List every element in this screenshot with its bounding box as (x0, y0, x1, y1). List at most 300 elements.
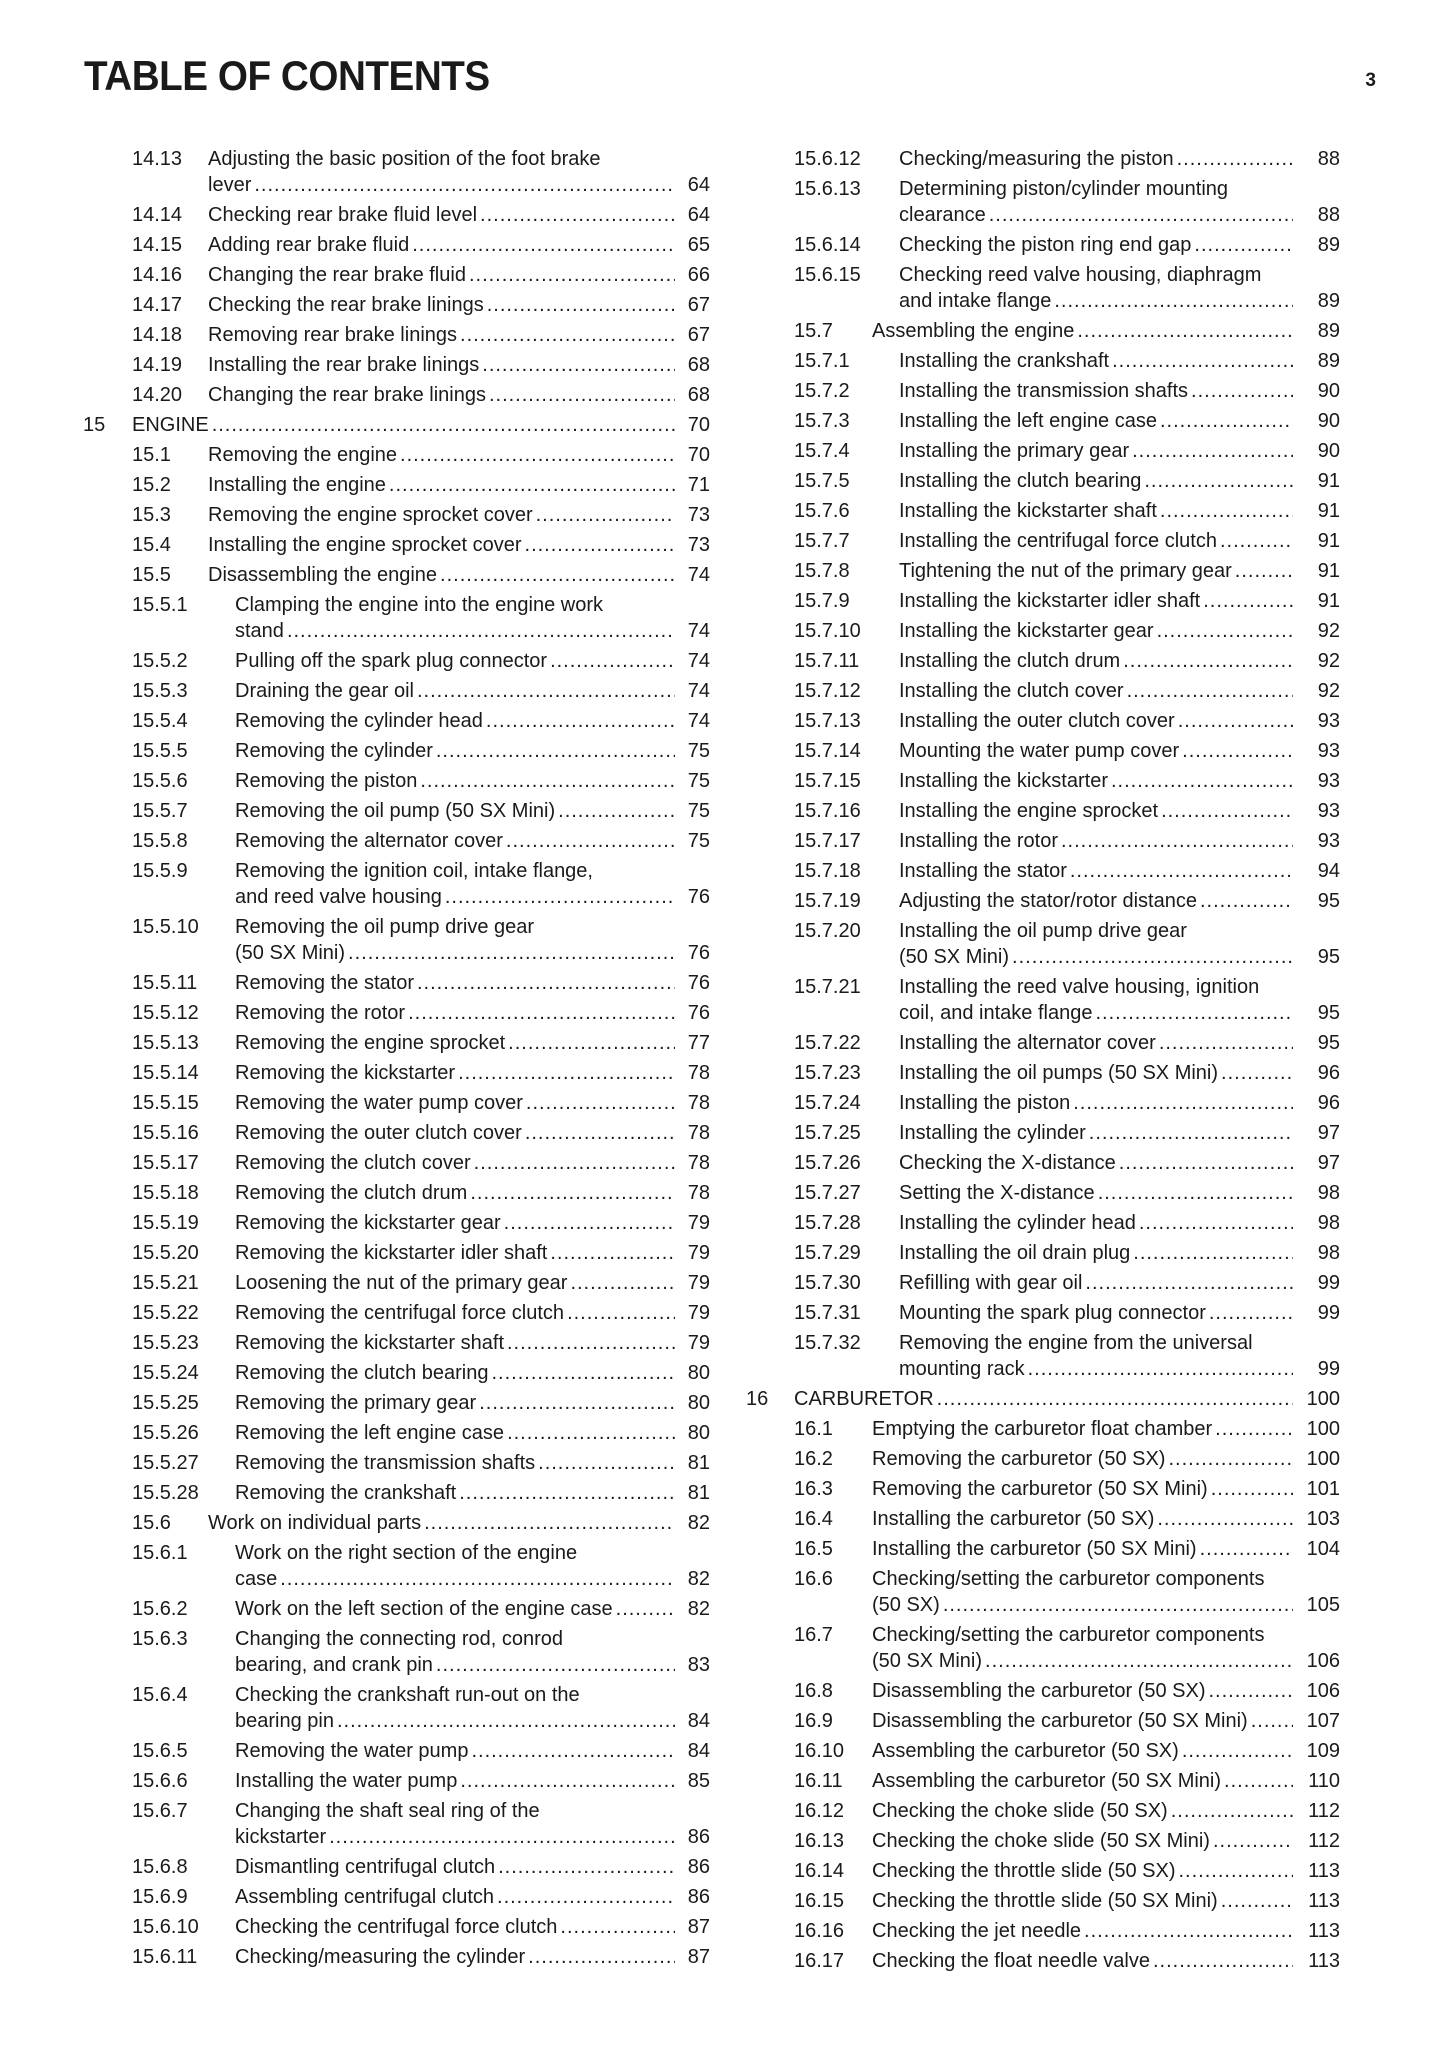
toc-entry-title: Installing the cylinder (899, 1122, 1086, 1144)
dot-leader (1012, 944, 1293, 970)
toc-entry[interactable] (83, 1798, 710, 1854)
toc-entry-page: 98 (1317, 1182, 1340, 1204)
toc-entry[interactable] (746, 438, 1340, 468)
toc-entry[interactable] (746, 1180, 1340, 1210)
dot-leader (487, 292, 675, 318)
toc-entry[interactable] (746, 1476, 1340, 1506)
toc-entry-title: Removing the clutch cover (235, 1152, 471, 1174)
toc-entry[interactable] (746, 1240, 1340, 1270)
dot-leader (1208, 1678, 1293, 1704)
toc-entry-title: Removing the kickstarter (235, 1062, 456, 1084)
toc-entry[interactable] (746, 1768, 1340, 1798)
dot-leader (1221, 1060, 1293, 1086)
toc-entry-page: 86 (687, 1826, 710, 1848)
toc-entry-page: 86 (687, 1886, 710, 1908)
toc-entry[interactable] (83, 1000, 710, 1030)
dot-leader (1119, 1150, 1293, 1176)
toc-entry-title: Checking the crankshaft run-out on the (235, 1684, 580, 1706)
toc-entry-title: Removing the clutch bearing (235, 1362, 489, 1384)
toc-entry-title: Setting the X-distance (899, 1182, 1095, 1204)
toc-entry-number: 14.17 (132, 294, 183, 316)
toc-entry-number: 15.7.19 (794, 890, 861, 912)
toc-entry[interactable] (746, 1330, 1340, 1386)
dot-leader (489, 382, 675, 408)
toc-entry[interactable] (83, 970, 710, 1000)
dot-leader (424, 1510, 675, 1536)
dot-leader (1191, 378, 1293, 404)
dot-leader (1221, 1888, 1293, 1914)
dot-leader (1077, 318, 1293, 344)
toc-entry[interactable] (83, 1510, 710, 1540)
toc-entry-title: Checking the X-distance (899, 1152, 1116, 1174)
toc-entry[interactable] (746, 1300, 1340, 1330)
toc-entry-page: 79 (687, 1242, 710, 1264)
toc-entry[interactable] (746, 1622, 1340, 1678)
toc-entry-title: Installing the kickstarter shaft (899, 500, 1157, 522)
toc-column-right (746, 146, 1340, 1978)
toc-entry[interactable] (746, 348, 1340, 378)
toc-entry-page: 74 (687, 680, 710, 702)
toc-entry-number: 15.7.12 (794, 680, 861, 702)
toc-entry[interactable] (83, 1480, 710, 1510)
toc-entry-title: bearing, and crank pin (235, 1654, 433, 1676)
toc-entry-number: 16.2 (794, 1448, 833, 1470)
toc-entry-title: stand (235, 620, 284, 642)
dot-leader (1144, 468, 1293, 494)
toc-entry[interactable] (746, 1918, 1340, 1948)
toc-entry[interactable] (746, 1888, 1340, 1918)
toc-entry-number: 15.5.7 (132, 800, 188, 822)
toc-entry-title: Installing the engine sprocket cover (208, 534, 522, 556)
toc-entry-title: Removing the kickstarter gear (235, 1212, 501, 1234)
toc-entry[interactable] (746, 1210, 1340, 1240)
toc-entry[interactable] (83, 382, 710, 412)
toc-entry[interactable] (746, 1386, 1340, 1416)
toc-entry[interactable] (746, 498, 1340, 528)
toc-entry-number: 15.7.31 (794, 1302, 861, 1324)
toc-entry-title: Assembling the carburetor (50 SX Mini) (872, 1770, 1222, 1792)
toc-entry-number: 15.5 (132, 564, 171, 586)
toc-entry-title: Checking the rear brake linings (208, 294, 484, 316)
toc-entry-number: 15.7.2 (794, 380, 850, 402)
toc-entry-number: 14.16 (132, 264, 183, 286)
toc-entry[interactable] (746, 888, 1340, 918)
toc-entry-title: Mounting the water pump cover (899, 740, 1180, 762)
toc-entry-number: 15.5.2 (132, 650, 188, 672)
toc-entry[interactable] (746, 678, 1340, 708)
toc-entry[interactable] (83, 738, 710, 768)
toc-entry[interactable] (83, 592, 710, 648)
toc-entry-number: 15.3 (132, 504, 171, 526)
toc-entry[interactable] (83, 1944, 710, 1974)
toc-entry[interactable] (83, 1854, 710, 1884)
toc-entry[interactable] (83, 472, 710, 502)
toc-entry-number: 15.7.5 (794, 470, 850, 492)
toc-entry-page: 74 (687, 564, 710, 586)
toc-entry-page: 83 (687, 1654, 710, 1676)
dot-leader (550, 1240, 675, 1266)
toc-entry[interactable] (83, 1420, 710, 1450)
toc-entry[interactable] (746, 558, 1340, 588)
toc-entry[interactable] (746, 1150, 1340, 1180)
toc-entry-number: 15.5.5 (132, 740, 188, 762)
toc-entry[interactable] (83, 1060, 710, 1090)
toc-entry[interactable] (746, 1506, 1340, 1536)
toc-entry-title: Assembling centrifugal clutch (235, 1886, 495, 1908)
dot-leader (1054, 288, 1293, 314)
toc-entry[interactable] (746, 378, 1340, 408)
toc-entry-number: 15.7.14 (794, 740, 861, 762)
toc-entry[interactable] (746, 1828, 1340, 1858)
toc-entry-title: Dismantling centrifugal clutch (235, 1856, 496, 1878)
toc-entry-page: 90 (1317, 380, 1340, 402)
toc-entry-title: Removing the carburetor (50 SX Mini) (872, 1478, 1208, 1500)
toc-entry[interactable] (746, 798, 1340, 828)
toc-entry-number: 15.6.3 (132, 1628, 188, 1650)
dot-leader (1153, 1948, 1293, 1974)
toc-entry[interactable] (83, 1300, 710, 1330)
toc-entry[interactable] (746, 146, 1340, 176)
toc-entry[interactable] (83, 1330, 710, 1360)
toc-entry-page: 73 (687, 534, 710, 556)
toc-entry[interactable] (746, 1060, 1340, 1090)
toc-entry[interactable] (746, 1798, 1340, 1828)
toc-entry[interactable] (746, 1948, 1340, 1978)
toc-entry-title: Refilling with gear oil (899, 1272, 1083, 1294)
toc-entry[interactable] (83, 1450, 710, 1480)
toc-entry[interactable] (83, 412, 710, 442)
dot-leader (1084, 1918, 1293, 1944)
dot-leader (1127, 678, 1293, 704)
dot-leader (469, 262, 675, 288)
toc-entry-number: 15.5.6 (132, 770, 188, 792)
toc-entry[interactable] (746, 1270, 1340, 1300)
toc-entry-page: 94 (1317, 860, 1340, 882)
toc-entry-title: Checking reed valve housing, diaphragm (899, 264, 1262, 286)
toc-entry-number: 16.10 (794, 1740, 845, 1762)
toc-entry-title: Removing the centrifugal force clutch (235, 1302, 565, 1324)
toc-entry-page: 100 (1306, 1418, 1340, 1440)
toc-entry[interactable] (83, 1150, 710, 1180)
toc-entry-page: 87 (687, 1946, 710, 1968)
toc-entry[interactable] (746, 828, 1340, 858)
toc-entry[interactable] (83, 1914, 710, 1944)
toc-entry-page: 93 (1317, 710, 1340, 732)
toc-entry-number: 15.2 (132, 474, 171, 496)
toc-entry-title: Checking the float needle valve (872, 1950, 1150, 1972)
toc-entry-title: Work on individual parts (208, 1512, 422, 1534)
toc-entry[interactable] (83, 292, 710, 322)
toc-entry-number: 16.3 (794, 1478, 833, 1500)
toc-entry-page: 68 (687, 384, 710, 406)
toc-entry-title: Removing the carburetor (50 SX) (872, 1448, 1166, 1470)
toc-entry[interactable] (746, 318, 1340, 348)
toc-entry[interactable] (746, 1416, 1340, 1446)
toc-entry[interactable] (746, 232, 1340, 262)
toc-entry-number: 15.5.15 (132, 1092, 199, 1114)
toc-entry-title: Adjusting the stator/rotor distance (899, 890, 1197, 912)
toc-entry[interactable] (746, 1566, 1340, 1622)
dot-leader (507, 1330, 675, 1356)
toc-entry-page: 80 (687, 1362, 710, 1384)
toc-entry[interactable] (83, 352, 710, 382)
toc-entry-title: Installing the carburetor (50 SX Mini) (872, 1538, 1197, 1560)
toc-entry[interactable] (746, 1030, 1340, 1060)
toc-entry-page: 82 (687, 1512, 710, 1534)
toc-entry-title: CARBURETOR (794, 1388, 934, 1410)
toc-entry[interactable] (83, 768, 710, 798)
toc-entry-title: Installing the transmission shafts (899, 380, 1189, 402)
dot-leader (280, 1566, 675, 1592)
toc-entry[interactable] (83, 1390, 710, 1420)
dot-leader (943, 1592, 1293, 1618)
toc-entry-title: Disassembling the carburetor (50 SX Mini) (872, 1710, 1248, 1732)
dot-leader (348, 940, 675, 966)
dot-leader (498, 1854, 675, 1880)
toc-entry[interactable] (83, 1682, 710, 1738)
toc-entry[interactable] (83, 562, 710, 592)
toc-entry-title: Removing the engine from the universal (899, 1332, 1253, 1354)
toc-entry[interactable] (746, 768, 1340, 798)
toc-entry-title: Installing the kickstarter gear (899, 620, 1154, 642)
toc-entry[interactable] (746, 974, 1340, 1030)
toc-entry-page: 91 (1317, 470, 1340, 492)
toc-entry-page: 90 (1317, 410, 1340, 432)
toc-entry[interactable] (746, 1090, 1340, 1120)
toc-entry[interactable] (83, 1360, 710, 1390)
toc-entry-title: Installing the alternator cover (899, 1032, 1156, 1054)
toc-entry-page: 86 (687, 1856, 710, 1878)
toc-entry-page: 113 (1308, 1890, 1340, 1912)
toc-entry-title: Installing the primary gear (899, 440, 1130, 462)
toc-entry-title: Checking/setting the carburetor components (872, 1568, 1265, 1590)
toc-entry[interactable] (746, 708, 1340, 738)
toc-entry[interactable] (83, 1884, 710, 1914)
toc-entry[interactable] (83, 1540, 710, 1596)
toc-entry-number: 15.7.29 (794, 1242, 861, 1264)
dot-leader (1182, 1738, 1293, 1764)
dot-leader (937, 1386, 1293, 1412)
toc-entry-page: 113 (1308, 1860, 1340, 1882)
toc-entry[interactable] (746, 588, 1340, 618)
toc-entry-page: 101 (1306, 1478, 1340, 1500)
dot-leader (412, 232, 675, 258)
dot-leader (1123, 648, 1293, 674)
dot-leader (1112, 348, 1293, 374)
toc-entry-number: 15.5.19 (132, 1212, 199, 1234)
toc-entry-title: Installing the clutch cover (899, 680, 1124, 702)
toc-entry-page: 74 (687, 650, 710, 672)
toc-entry[interactable] (83, 1596, 710, 1626)
toc-entry-page: 90 (1317, 440, 1340, 462)
toc-entry[interactable] (746, 918, 1340, 974)
toc-entry-title: Installing the cylinder head (899, 1212, 1136, 1234)
toc-entry-page: 68 (687, 354, 710, 376)
toc-entry-page: 107 (1306, 1710, 1340, 1732)
toc-entry-page: 79 (687, 1332, 710, 1354)
toc-entry[interactable] (83, 202, 710, 232)
toc-entry-number: 15.5.22 (132, 1302, 199, 1324)
toc-entry[interactable] (83, 1240, 710, 1270)
toc-entry[interactable] (746, 1858, 1340, 1888)
toc-entry-page: 78 (687, 1062, 710, 1084)
dot-leader (1159, 1030, 1293, 1056)
dot-leader (989, 202, 1293, 228)
toc-entry[interactable] (746, 1120, 1340, 1150)
toc-entry-number: 15.6.8 (132, 1856, 188, 1878)
toc-entry-number: 15.5.3 (132, 680, 188, 702)
dot-leader (1085, 1270, 1293, 1296)
toc-entry-title: Checking/measuring the cylinder (235, 1946, 526, 1968)
dot-leader (1061, 828, 1293, 854)
toc-entry[interactable] (746, 176, 1340, 232)
toc-entry-page: 88 (1317, 204, 1340, 226)
toc-entry-page: 104 (1306, 1538, 1340, 1560)
toc-entry-number: 15.6.10 (132, 1916, 199, 1938)
toc-entry[interactable] (83, 798, 710, 828)
toc-entry-number: 15.7.6 (794, 500, 850, 522)
toc-entry[interactable] (746, 858, 1340, 888)
toc-entry[interactable] (83, 1090, 710, 1120)
toc-entry[interactable] (83, 1030, 710, 1060)
dot-leader (538, 1450, 675, 1476)
toc-entry[interactable] (83, 648, 710, 678)
toc-entry[interactable] (746, 738, 1340, 768)
toc-entry-number: 15.5.17 (132, 1152, 199, 1174)
toc-entry-title: bearing pin (235, 1710, 334, 1732)
toc-entry-title: Removing the oil pump drive gear (235, 916, 535, 938)
toc-entry-page: 106 (1306, 1680, 1340, 1702)
toc-entry-number: 15.7.1 (794, 350, 850, 372)
toc-entry-page: 66 (687, 264, 710, 286)
toc-entry-page: 112 (1308, 1800, 1340, 1822)
toc-entry-page: 97 (1317, 1122, 1340, 1144)
toc-entry[interactable] (83, 914, 710, 970)
toc-entry[interactable] (746, 1446, 1340, 1476)
dot-leader (287, 618, 675, 644)
toc-entry[interactable] (83, 1738, 710, 1768)
toc-entry-number: 15.7.8 (794, 560, 850, 582)
toc-entry-title: Installing the stator (899, 860, 1067, 882)
toc-entry-page: 80 (687, 1422, 710, 1444)
toc-entry[interactable] (83, 1768, 710, 1798)
toc-entry-title: Checking/measuring the piston (899, 148, 1174, 170)
toc-entry-number: 14.14 (132, 204, 183, 226)
toc-entry-number: 15.7.21 (794, 976, 861, 998)
toc-entry-title: Removing the oil pump (50 SX Mini) (235, 800, 556, 822)
toc-entry[interactable] (83, 442, 710, 472)
toc-entry-page: 89 (1317, 234, 1340, 256)
toc-entry-number: 15.7.25 (794, 1122, 861, 1144)
toc-entry-number: 15.6.2 (132, 1598, 188, 1620)
toc-entry-number: 16.17 (794, 1950, 845, 1972)
toc-entry-title: Installing the kickstarter idler shaft (899, 590, 1201, 612)
toc-entry-number: 15.5.11 (132, 972, 198, 994)
dot-leader (528, 1944, 675, 1970)
dot-leader (558, 798, 675, 824)
toc-entry[interactable] (83, 708, 710, 738)
toc-entry[interactable] (83, 1626, 710, 1682)
dot-leader (1203, 588, 1293, 614)
toc-entry-title: ENGINE (132, 414, 209, 436)
toc-entry[interactable] (746, 648, 1340, 678)
toc-entry-title: Removing the engine sprocket cover (208, 504, 533, 526)
toc-entry-page: 74 (687, 620, 710, 642)
toc-entry-number: 16.11 (794, 1770, 843, 1792)
toc-entry[interactable] (83, 828, 710, 858)
dot-leader (212, 412, 675, 438)
dot-leader (536, 502, 675, 528)
toc-entry-title: coil, and intake flange (899, 1002, 1093, 1024)
toc-entry-page: 71 (687, 474, 710, 496)
dot-leader (1028, 1356, 1293, 1382)
toc-entry-page: 84 (687, 1740, 710, 1762)
dot-leader (570, 1270, 675, 1296)
toc-entry-number: 15.5.20 (132, 1242, 199, 1264)
toc-entry[interactable] (746, 1678, 1340, 1708)
toc-entry-number: 14.18 (132, 324, 183, 346)
toc-entry[interactable] (83, 262, 710, 292)
toc-entry[interactable] (83, 322, 710, 352)
toc-entry[interactable] (746, 528, 1340, 558)
toc-entry[interactable] (83, 858, 710, 914)
toc-entry[interactable] (83, 1210, 710, 1240)
toc-entry[interactable] (83, 532, 710, 562)
toc-entry[interactable] (83, 502, 710, 532)
toc-entry[interactable] (83, 678, 710, 708)
toc-entry[interactable] (746, 1708, 1340, 1738)
toc-entry-number: 14.20 (132, 384, 183, 406)
toc-entry-number: 15.4 (132, 534, 171, 556)
dot-leader (525, 532, 675, 558)
toc-entry-page: 76 (687, 1002, 710, 1024)
toc-entry-page: 88 (1317, 148, 1340, 170)
toc-entry-number: 15.7.26 (794, 1152, 861, 1174)
toc-entry[interactable] (746, 1738, 1340, 1768)
toc-entry[interactable] (746, 468, 1340, 498)
toc-entry-title: Installing the oil pumps (50 SX Mini) (899, 1062, 1219, 1084)
toc-entry-page: 109 (1306, 1740, 1340, 1762)
toc-entry-title: Removing the left engine case (235, 1422, 505, 1444)
toc-entry-number: 16.12 (794, 1800, 845, 1822)
toc-entry[interactable] (83, 1180, 710, 1210)
toc-entry-number: 15.5.18 (132, 1182, 199, 1204)
toc-entry-page: 98 (1317, 1242, 1340, 1264)
toc-entry[interactable] (83, 1270, 710, 1300)
toc-entry-title: Checking the throttle slide (50 SX) (872, 1860, 1176, 1882)
toc-entry[interactable] (746, 1536, 1340, 1566)
dot-leader (1179, 1858, 1294, 1884)
toc-entry[interactable] (83, 146, 710, 202)
toc-entry-title: Changing the shaft seal ring of the (235, 1800, 540, 1822)
dot-leader (471, 1738, 675, 1764)
toc-entry-number: 15.5.9 (132, 860, 188, 882)
toc-entry[interactable] (746, 618, 1340, 648)
toc-entry-number: 15.7.10 (794, 620, 861, 642)
toc-entry-page: 82 (687, 1598, 710, 1620)
toc-entry-title: Assembling the carburetor (50 SX) (872, 1740, 1179, 1762)
toc-entry-number: 15.5.25 (132, 1392, 199, 1414)
toc-entry-page: 91 (1317, 590, 1340, 612)
toc-entry-title: Removing the water pump (235, 1740, 469, 1762)
toc-entry-title: (50 SX Mini) (235, 942, 346, 964)
toc-entry[interactable] (746, 262, 1340, 318)
dot-leader (1235, 558, 1293, 584)
toc-entry[interactable] (746, 408, 1340, 438)
toc-entry[interactable] (83, 232, 710, 262)
toc-entry-number: 16.4 (794, 1508, 833, 1530)
toc-entry[interactable] (83, 1120, 710, 1150)
